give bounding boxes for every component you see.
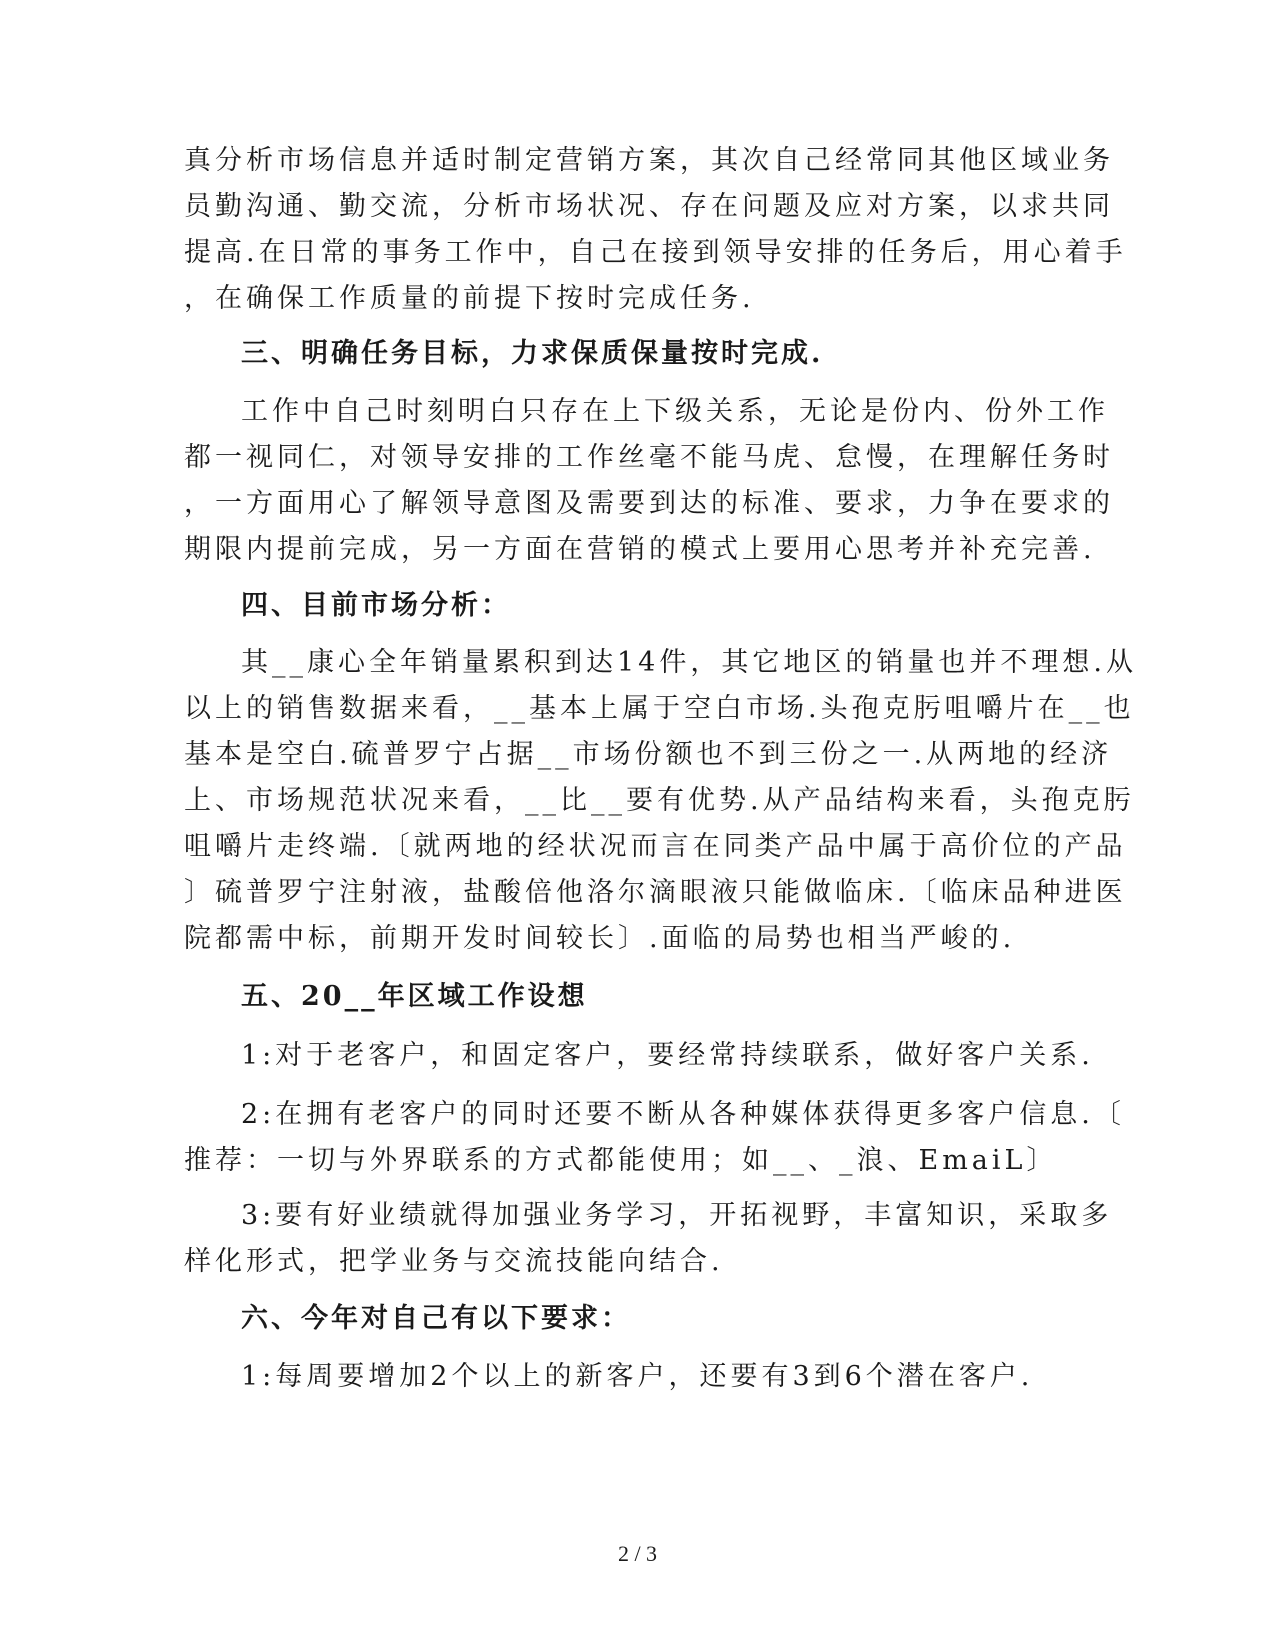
list-item: 1:对于老客户，和固定客户，要经常持续联系，做好客户关系. xyxy=(241,1040,1094,1071)
paragraph-line: 工作中自己时刻明白只存在上下级关系，无论是份内、份外工作 xyxy=(241,396,1109,427)
paragraph-line: 期限内提前完成，另一方面在营销的模式上要用心思考并补充完善. xyxy=(184,534,1096,565)
paragraph-line: 咀嚼片走终端.〔就两地的经状况而言在同类产品中属于高价位的产品 xyxy=(184,831,1127,862)
paragraph-line: 员勤沟通、勤交流，分析市场状况、存在问题及应对方案，以求共同 xyxy=(184,191,1114,222)
paragraph-line: 院都需中标，前期开发时间较长〕.面临的局势也相当严峻的. xyxy=(184,923,1016,954)
paragraph-line: 都一视同仁，对领导安排的工作丝毫不能马虎、怠慢，在理解任务时 xyxy=(184,442,1114,473)
paragraph-line: 上、市场规范状况来看，__比__要有优势.从产品结构来看，头孢克肟 xyxy=(184,785,1135,816)
paragraph-line: 〕硫普罗宁注射液，盐酸倍他洛尔滴眼液只能做临床.〔临床品种进医 xyxy=(184,877,1127,908)
section-heading-5: 五、20__年区域工作设想 xyxy=(241,981,588,1012)
list-item-continued: 推荐：一切与外界联系的方式都能使用；如__、_浪、EmaiL〕 xyxy=(184,1145,1058,1176)
paragraph-line: 其__康心全年销量累积到达14件，其它地区的销量也并不理想.从 xyxy=(241,647,1137,678)
paragraph-line: ，在确保工作质量的前提下按时完成任务. xyxy=(184,283,755,314)
paragraph-line: 真分析市场信息并适时制定营销方案，其次自己经常同其他区域业务 xyxy=(184,145,1114,176)
paragraph-line: 提高.在日常的事务工作中，自己在接到领导安排的任务后，用心着手 xyxy=(184,237,1127,268)
section-heading-4: 四、目前市场分析： xyxy=(241,590,511,621)
section-heading-3: 三、明确任务目标，力求保质保量按时完成. xyxy=(241,338,824,369)
paragraph-line: 以上的销售数据来看，__基本上属于空白市场.头孢克肟咀嚼片在__也 xyxy=(184,693,1135,724)
page-number: 2 / 3 xyxy=(617,1541,658,1566)
list-item: 1:每周要增加2个以上的新客户，还要有3到6个潜在客户. xyxy=(241,1361,1034,1392)
list-item: 3:要有好业绩就得加强业务学习，开拓视野，丰富知识，采取多 xyxy=(241,1200,1113,1231)
paragraph-line: 基本是空白.硫普罗宁占据__市场份额也不到三份之一.从两地的经济 xyxy=(184,739,1113,770)
section-heading-6: 六、今年对自己有以下要求： xyxy=(241,1303,631,1334)
list-item: 2:在拥有老客户的同时还要不断从各种媒体获得更多客户信息.〔 xyxy=(241,1099,1125,1130)
list-item-continued: 样化形式，把学业务与交流技能向结合. xyxy=(184,1246,724,1277)
paragraph-line: ，一方面用心了解领导意图及需要到达的标准、要求，力争在要求的 xyxy=(184,488,1114,519)
